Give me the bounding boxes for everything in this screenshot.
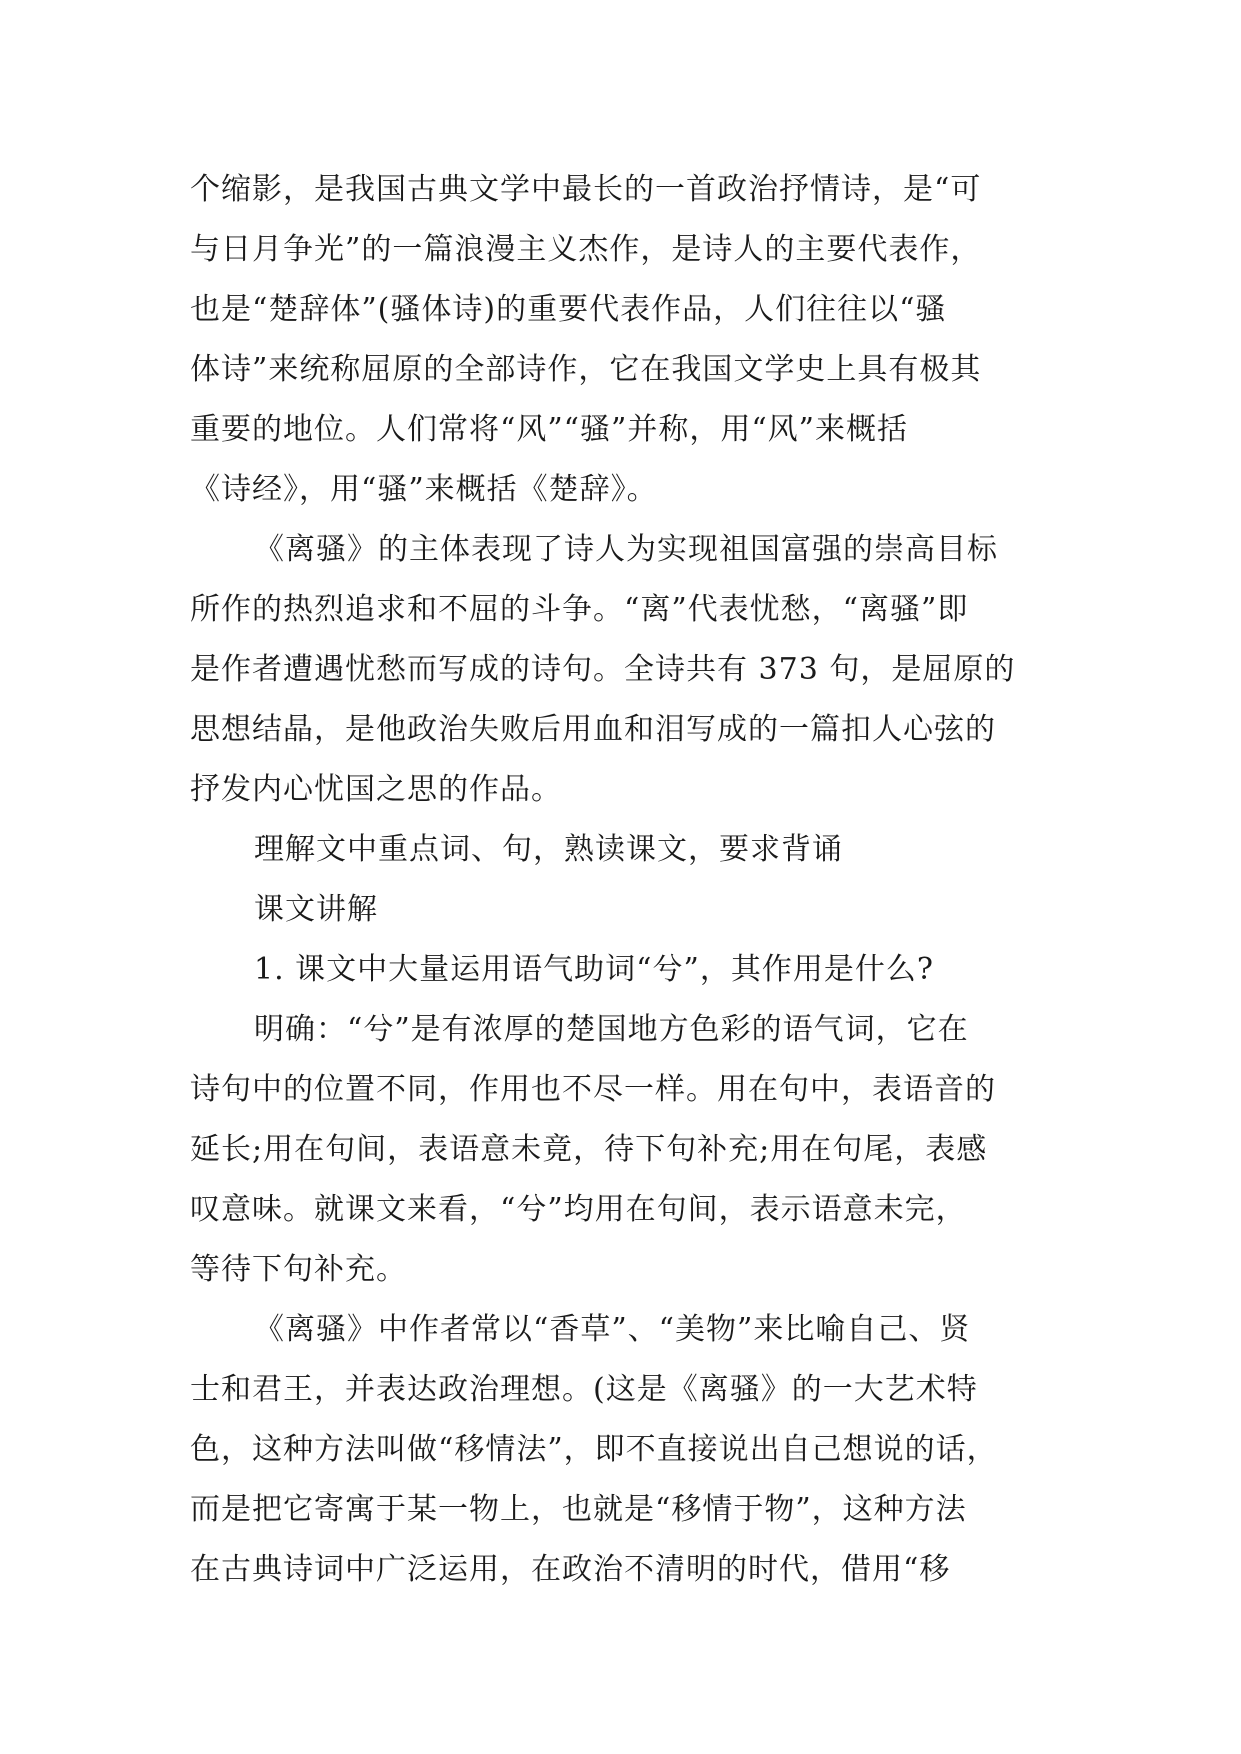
text-line: 色，这种方法叫做“移情法”，即不直接说出自己想说的话， <box>190 1432 998 1467</box>
text-line: 士和君王，并表达政治理想。(这是《离骚》的一大艺术特 <box>190 1372 978 1407</box>
text-line: 等待下句补充。 <box>190 1252 407 1287</box>
text-line: 重要的地位。人们常将“风”“骚”并称，用“风”来概括 <box>190 412 909 447</box>
text-line: 而是把它寄寓于某一物上，也就是“移情于物”，这种方法 <box>190 1492 967 1527</box>
question-line: 1. 课文中大量运用语气助词“兮”，其作用是什么? <box>254 952 934 987</box>
paragraph-start-line: 明确：“兮”是有浓厚的楚国地方色彩的语气词，它在 <box>254 1012 969 1047</box>
paragraph-start-line: 《离骚》的主体表现了诗人为实现祖国富强的崇高目标 <box>254 532 998 567</box>
text-line: 延长;用在句间，表语意未竟，待下句补充;用在句尾，表感 <box>190 1132 988 1167</box>
text-line: 在古典诗词中广泛运用，在政治不清明的时代，借用“移 <box>190 1552 951 1587</box>
text-line: 思想结晶，是他政治失败后用血和泪写成的一篇扣人心弦的 <box>190 712 996 747</box>
text-line: 是作者遭遇忧愁而写成的诗句。全诗共有 373 句，是屈原的 <box>190 652 1016 687</box>
text-line: 与日月争光”的一篇浪漫主义杰作，是诗人的主要代表作， <box>190 232 982 267</box>
text-line: 抒发内心忧国之思的作品。 <box>190 772 562 807</box>
text-line: 体诗”来统称屈原的全部诗作，它在我国文学史上具有极其 <box>190 352 982 387</box>
text-line: 叹意味。就课文来看，“兮”均用在句间，表示语意未完， <box>190 1192 967 1227</box>
paragraph-start-line: 理解文中重点词、句，熟读课文，要求背诵 <box>254 832 843 867</box>
text-line: 《诗经》，用“骚”来概括《楚辞》。 <box>190 472 658 507</box>
text-line: 也是“楚辞体”(骚体诗)的重要代表作品，人们往往以“骚 <box>190 292 947 327</box>
text-line: 所作的热烈追求和不屈的斗争。“离”代表忧愁，“离骚”即 <box>190 592 969 627</box>
paragraph-start-line: 《离骚》中作者常以“香草”、“美物”来比喻自己、贤 <box>254 1312 971 1347</box>
text-line: 个缩影，是我国古典文学中最长的一首政治抒情诗，是“可 <box>190 172 982 207</box>
text-line: 诗句中的位置不同，作用也不尽一样。用在句中，表语音的 <box>190 1072 996 1107</box>
document-body <box>190 160 1051 1600</box>
section-heading: 课文讲解 <box>254 892 378 927</box>
